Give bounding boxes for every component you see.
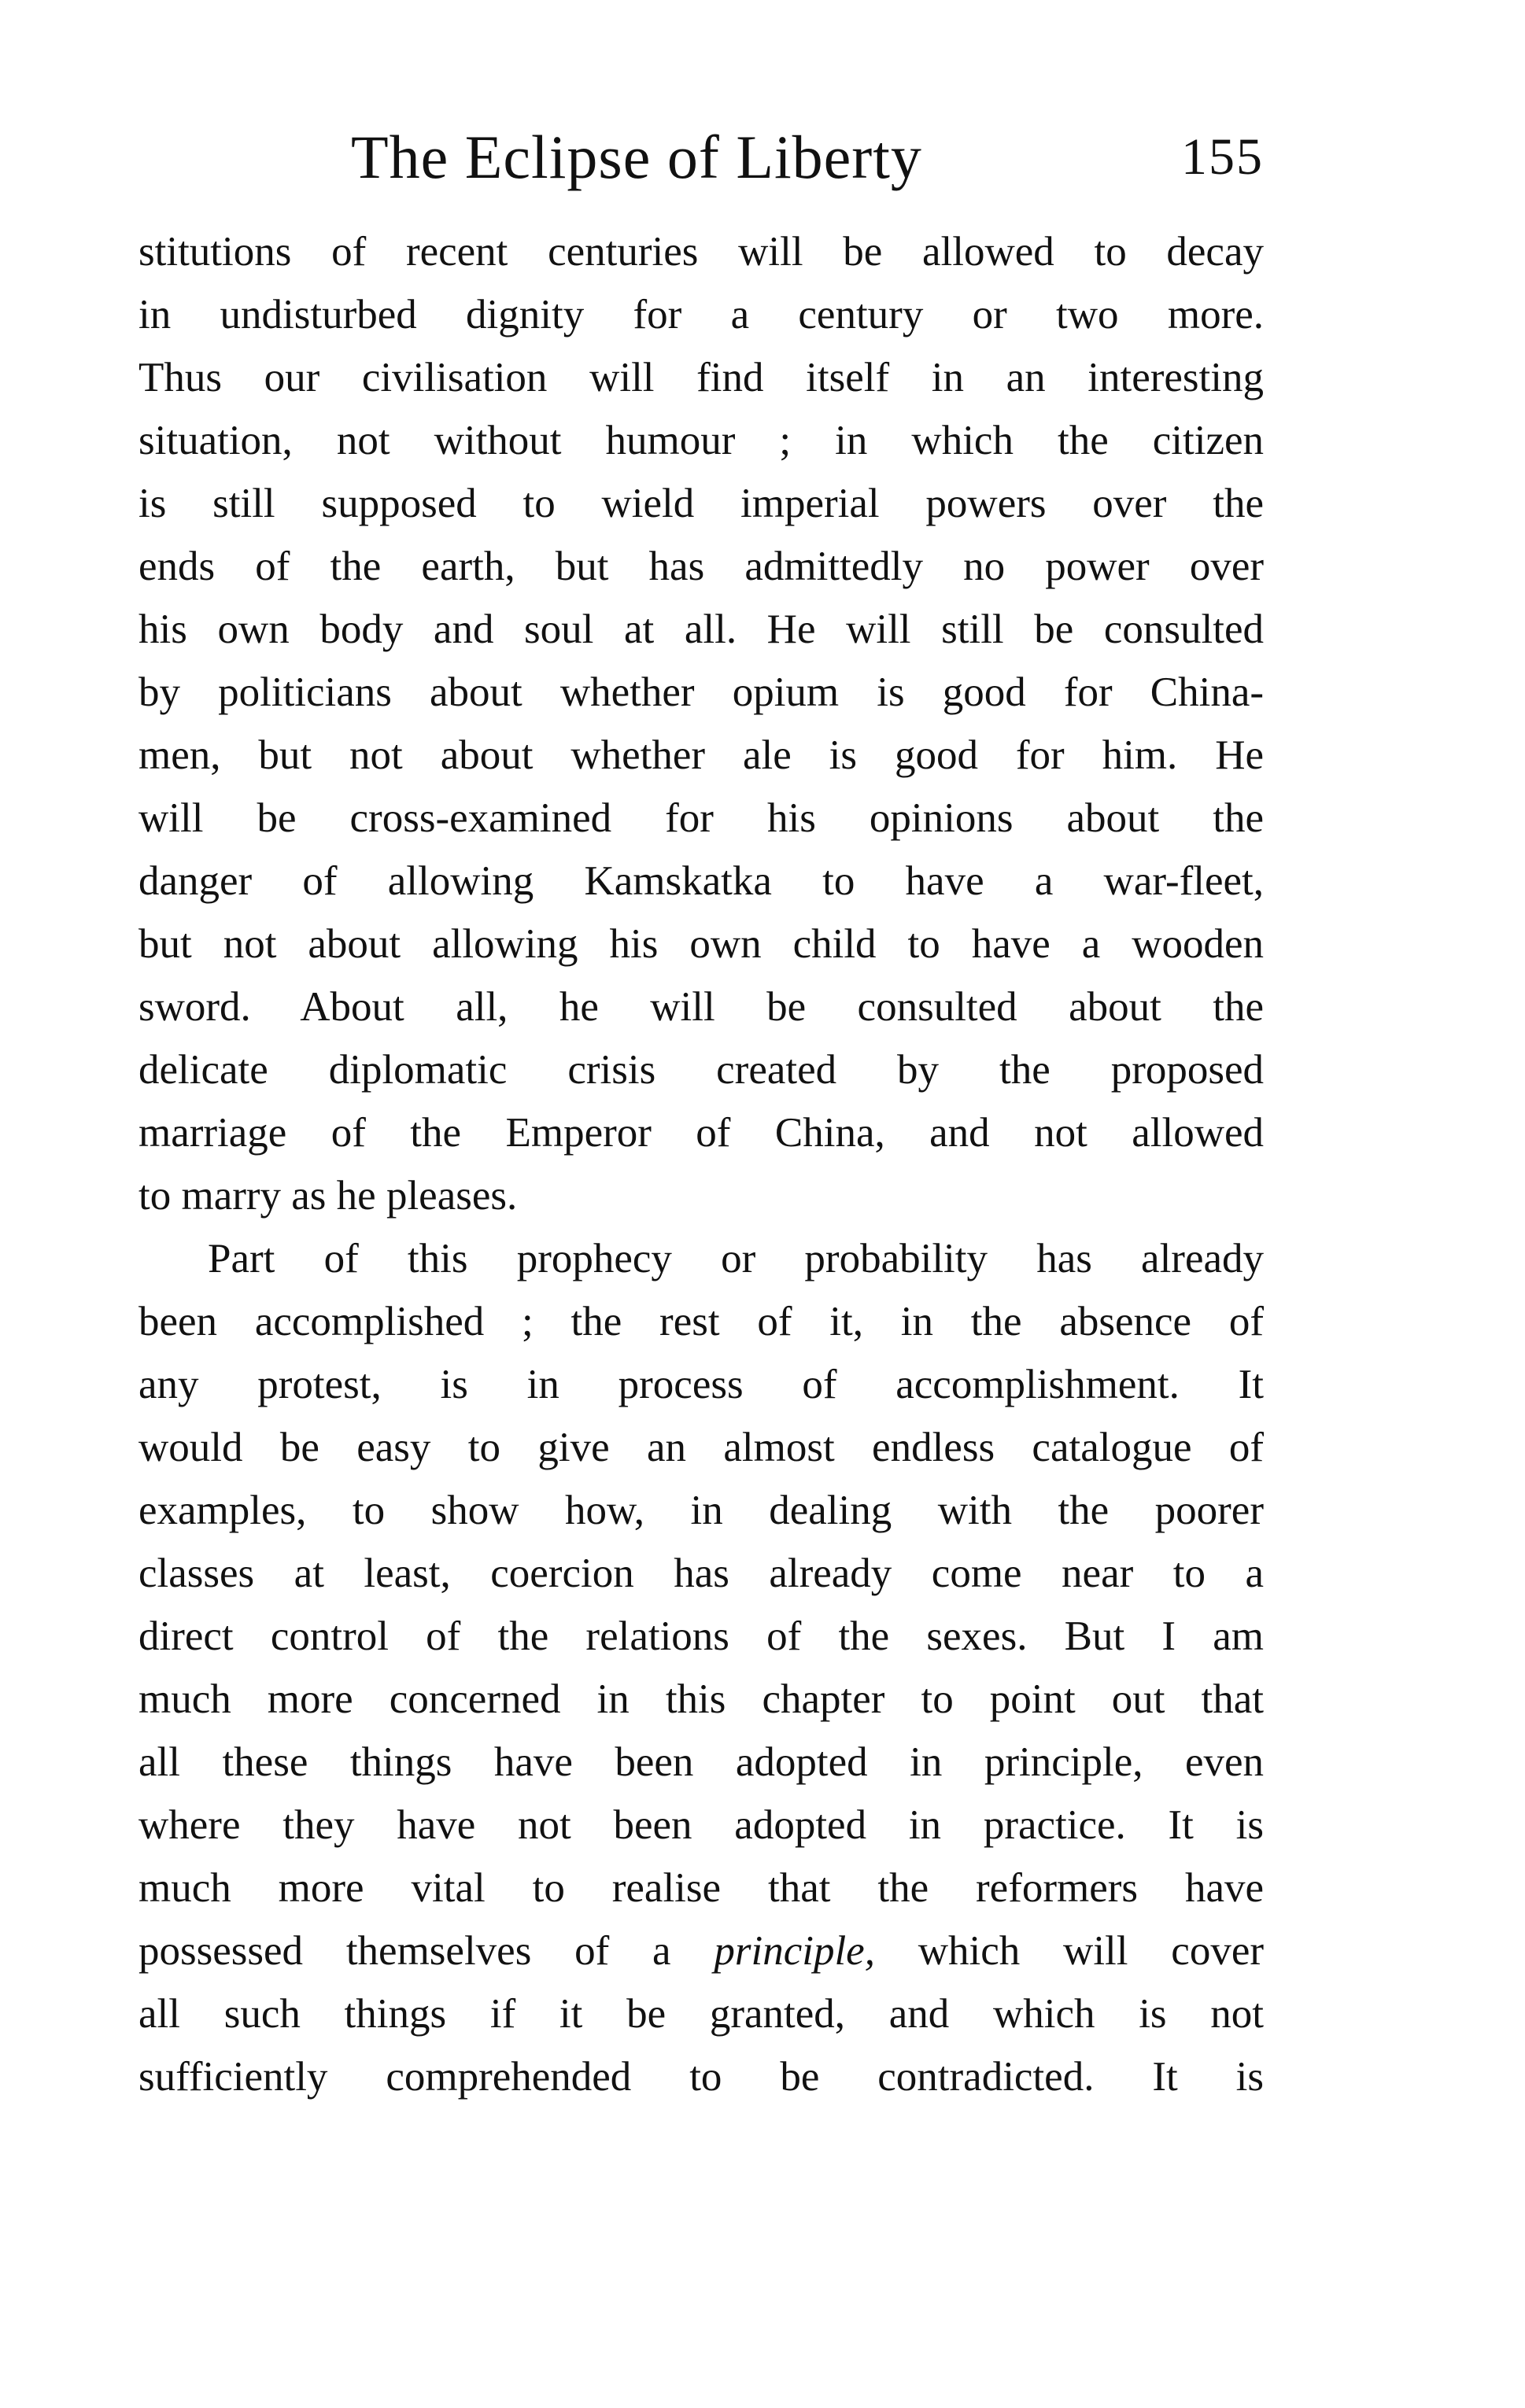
text-line: men, but not about whether ale is good for him. He xyxy=(138,732,1264,778)
text-line: much more concerned in this chapter to point out that xyxy=(138,1676,1264,1722)
text-segment: which will cover xyxy=(874,1928,1264,1974)
text-line: where they have not been adopted in practice. It is xyxy=(138,1802,1264,1848)
text-line: direct control of the relations of the sexes. But I am xyxy=(138,1613,1264,1659)
text-line: Part of this prophecy or probability has already xyxy=(208,1236,1264,1281)
text-line: ends of the earth, but has admittedly no power over xyxy=(138,544,1264,589)
text-segment: possessed themselves of a xyxy=(138,1928,714,1974)
text-line: marriage of the Emperor of China, and not allowed xyxy=(138,1110,1264,1156)
italic-word: principle, xyxy=(714,1928,875,1974)
text-line: sword. About all, he will be consulted about the xyxy=(138,984,1264,1030)
text-line: his own body and soul at all. He will still be consulted xyxy=(138,607,1264,652)
text-line: stitutions of recent centuries will be allowed to decay xyxy=(138,229,1264,275)
text-line: all such things if it be granted, and which is not xyxy=(138,1991,1264,2037)
body-text xyxy=(138,220,1264,2108)
text-line: danger of allowing Kamskatka to have a war-fleet, xyxy=(138,858,1264,904)
paragraph-2 xyxy=(138,1227,1264,2108)
text-line: been accomplished ; the rest of it, in the absence of xyxy=(138,1299,1264,1344)
running-head xyxy=(138,118,1264,197)
text-line: classes at least, coercion has already come near to a xyxy=(138,1551,1264,1596)
text-line: will be cross-examined for his opinions about the xyxy=(138,795,1264,841)
running-title: The Eclipse of Liberty xyxy=(351,123,922,191)
text-line: but not about allowing his own child to have a wooden xyxy=(138,921,1264,967)
text-line: to marry as he pleases. xyxy=(138,1173,518,1219)
text-line: any protest, is in process of accomplishment. It xyxy=(138,1362,1264,1407)
text-line: examples, to show how, in dealing with the poorer xyxy=(138,1488,1264,1533)
page-number: 155 xyxy=(1181,128,1264,186)
text-line: would be easy to give an almost endless catalogue of xyxy=(138,1425,1264,1470)
text-line: much more vital to realise that the reformers have xyxy=(138,1865,1264,1911)
text-line: is still supposed to wield imperial powers over the xyxy=(138,481,1264,526)
text-line: situation, not without humour ; in which the citizen xyxy=(138,418,1264,463)
text-line: all these things have been adopted in principle, even xyxy=(138,1739,1264,1785)
text-line: Thus our civilisation will find itself in an interesting xyxy=(138,355,1264,400)
text-line: in undisturbed dignity for a century or two more. xyxy=(138,292,1264,337)
text-line: by politicians about whether opium is good for China- xyxy=(138,669,1264,715)
text-line: delicate diplomatic crisis created by the proposed xyxy=(138,1047,1264,1093)
text-line-with-italic xyxy=(138,1919,1264,1982)
paragraph-1 xyxy=(138,220,1264,1227)
text-line: sufficiently comprehended to be contradicted. It is xyxy=(138,2054,1264,2100)
